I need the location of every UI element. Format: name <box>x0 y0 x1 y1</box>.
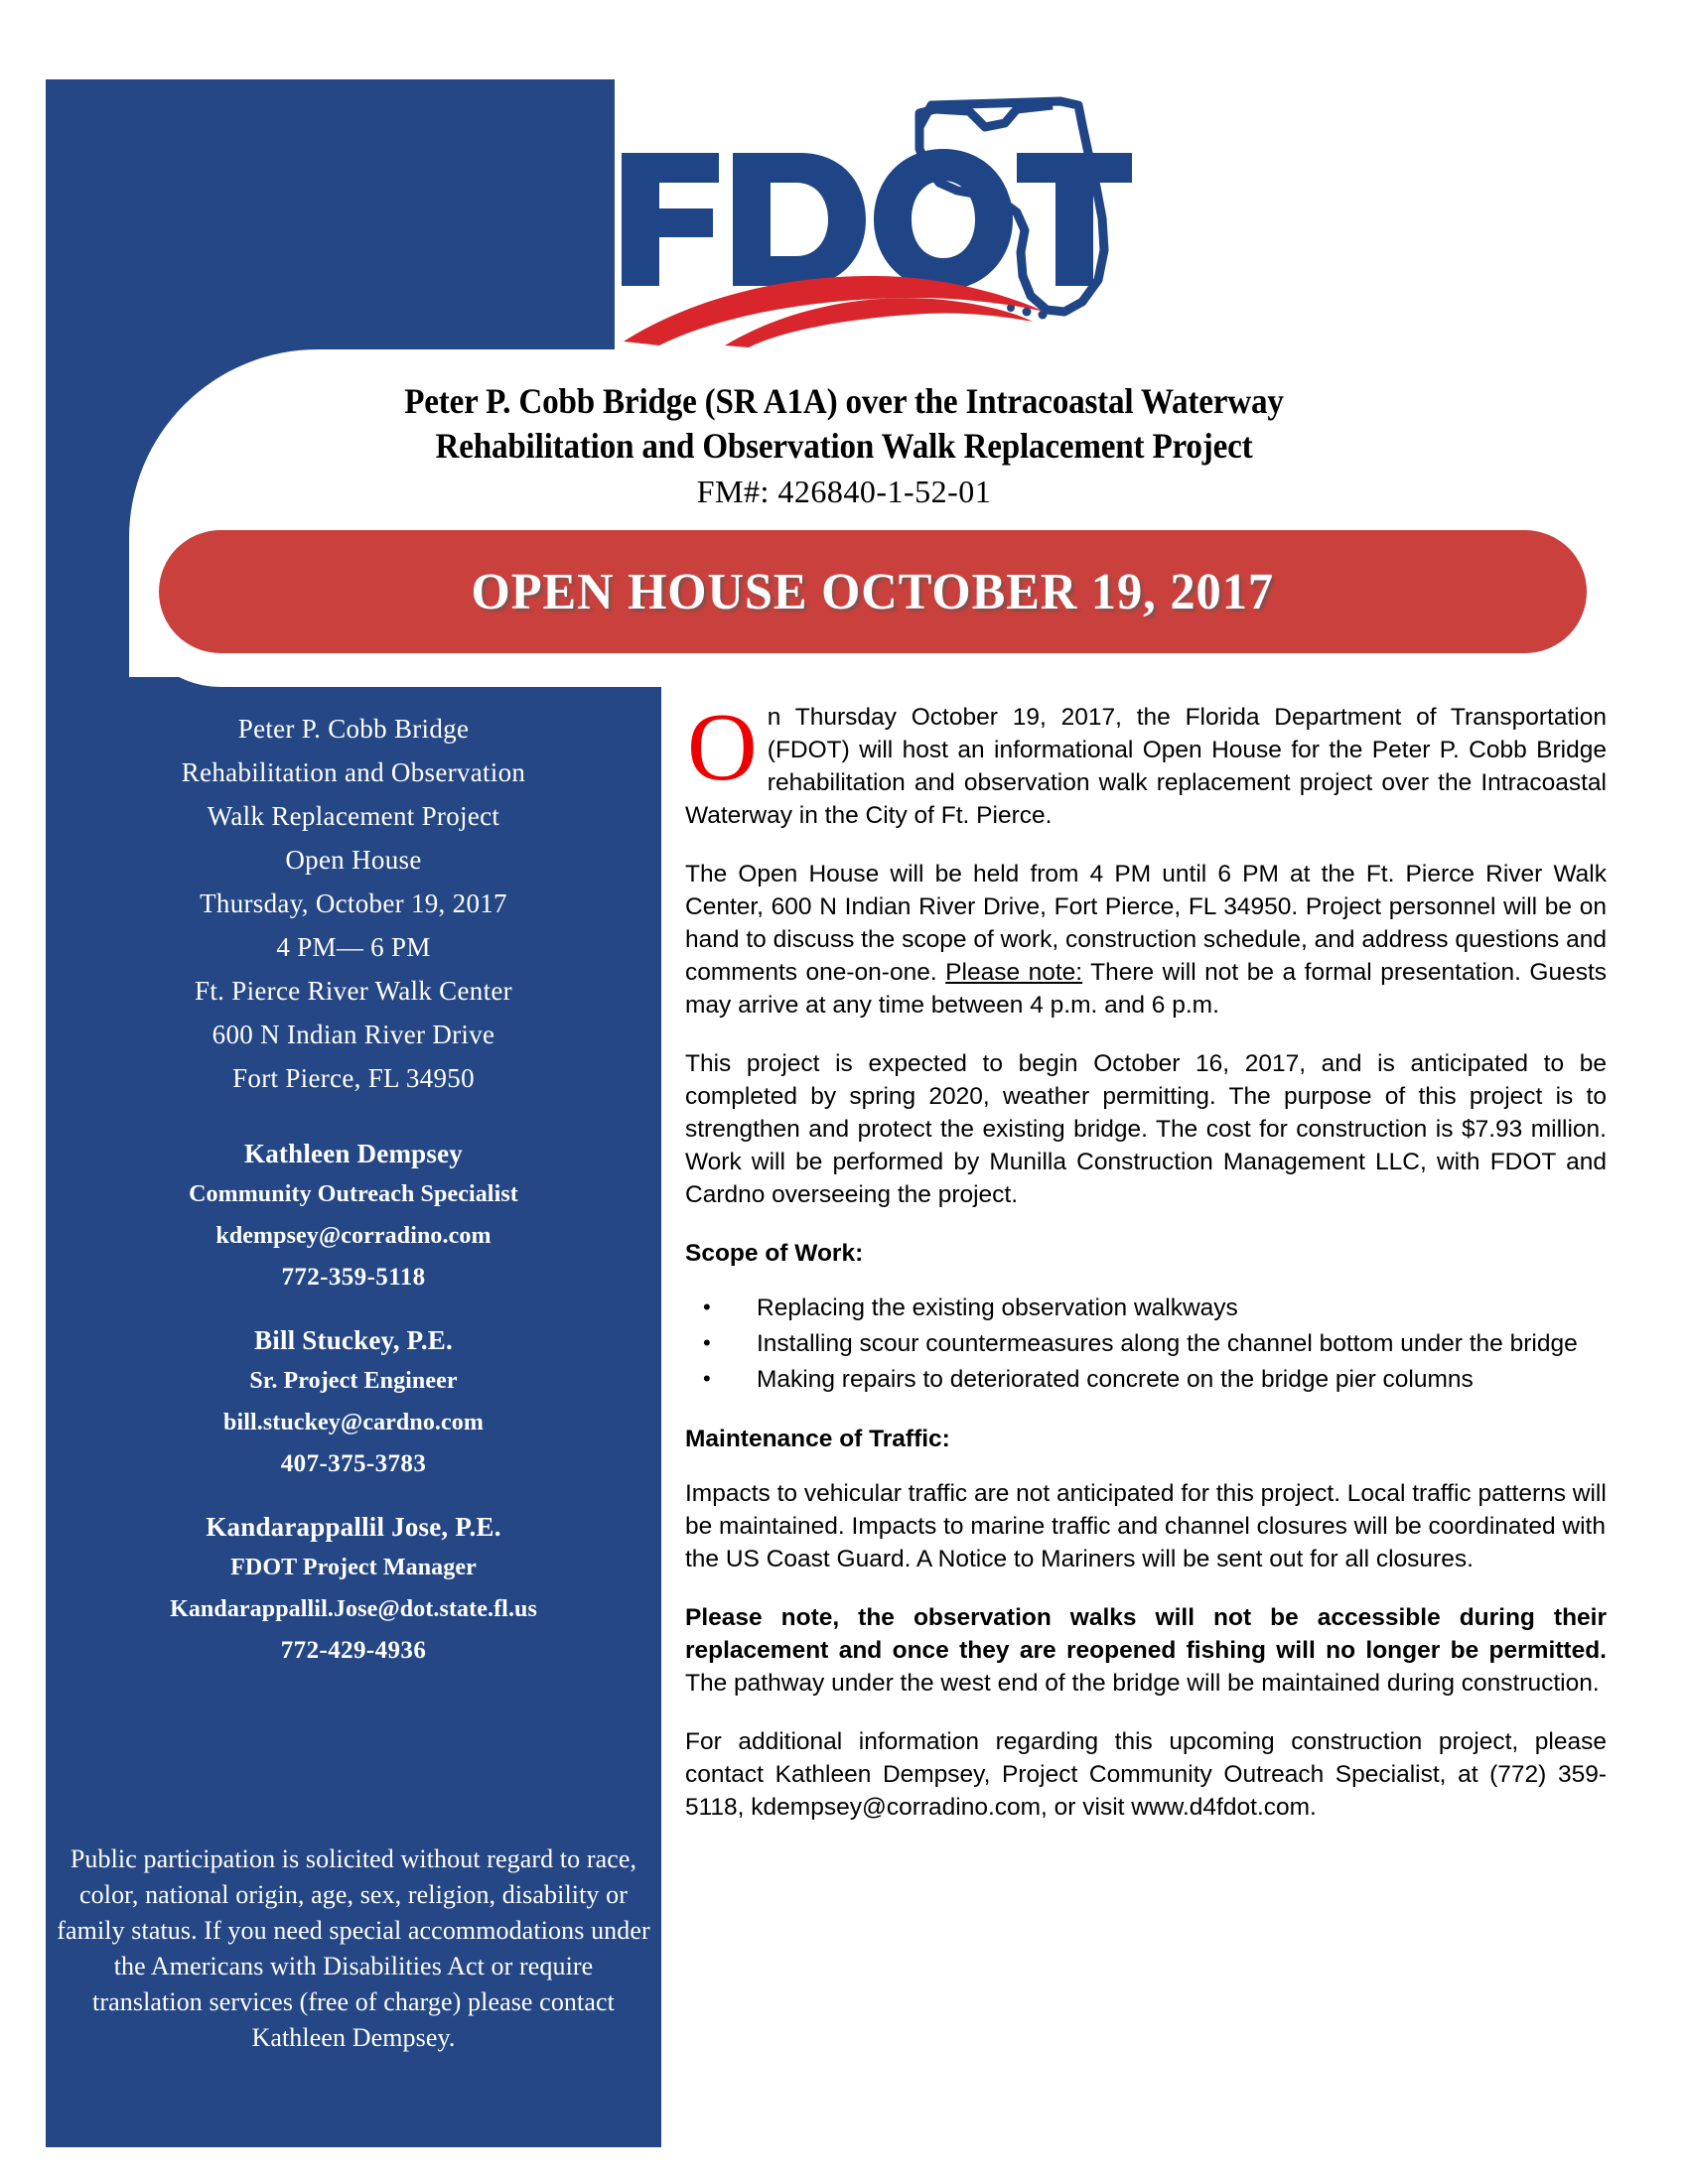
contact-card <box>56 1507 651 1672</box>
event-line: Peter P. Cobb Bridge <box>237 714 470 744</box>
contact-phone[interactable]: 772-359-5118 <box>281 1264 426 1291</box>
please-note-underlined: Please note: <box>945 959 1083 986</box>
event-sidebar <box>56 707 651 1672</box>
spacer <box>56 1298 651 1320</box>
open-house-details-part-b: There will not be a formal presentation. Guests may arrive at any time between 4 p.m. and 6 p.m. <box>685 959 1608 1019</box>
contact-card <box>56 1134 651 1298</box>
road-swoosh-icon <box>624 276 1045 347</box>
list-item: • Replacing the existing observation walkways <box>685 1292 1607 1325</box>
contact-email[interactable]: Kandarappallil.Jose@dot.state.fl.us <box>170 1596 537 1622</box>
title-line-1: Peter P. Cobb Bridge (SR A1A) over the Intracoastal Waterway <box>404 381 1284 421</box>
open-house-banner <box>159 530 1587 653</box>
event-line: Open House <box>285 845 422 875</box>
fm-number: FM#: 426840-1-52-01 <box>696 474 992 509</box>
intro-paragraph-text: n Thursday October 19, 2017, the Florida Department of Transportation (FDOT) will host an informational Open House for the Peter P. Cobb Bridge rehabilitation and observation walk replacement project over the Intracoastal Waterway in the City of Ft. Pierce. <box>685 704 1607 829</box>
event-details <box>56 707 651 1100</box>
event-line: 4 PM— 6 PM <box>276 932 431 962</box>
additional-information-paragraph: For additional information regarding this upcoming construction project, please contact Kathleen Dempsey, Project Community Outreach Specialist, at (772) 359-5118, kdempsey@corradino.com, or visit www.d4fdot.com. <box>685 1728 1607 1821</box>
observation-walk-note-bold: Please note, the observation walks will not be accessible during their replacement and once they are reopened fishing will no longer be permitted. <box>685 1604 1607 1664</box>
spacer <box>56 1100 651 1134</box>
observation-walk-note-rest: The pathway under the west end of the bridge will be maintained during construction. <box>685 1670 1600 1697</box>
event-line: 600 N Indian River Drive <box>211 1020 495 1049</box>
event-line: Ft. Pierce River Walk Center <box>195 976 512 1006</box>
event-line: Walk Replacement Project <box>207 801 500 831</box>
title-line-2: Rehabilitation and Observation Walk Replacement Project <box>435 426 1253 466</box>
intro-paragraph <box>685 694 1607 832</box>
fdot-logo <box>616 91 1132 349</box>
contact-name: Kandarappallil Jose, P.E. <box>206 1512 501 1542</box>
maintenance-of-traffic-paragraph: Impacts to vehicular traffic are not anticipated for this project. Local traffic patterns will be maintained. Impacts to marine traffic and channel closures will be coordinated with the US Coast Guard. A Notice to Mariners will be sent out for all closures. <box>685 1480 1607 1572</box>
contact-role: Community Outreach Specialist <box>189 1181 518 1207</box>
fdot-wordmark <box>622 149 1132 290</box>
event-line: Rehabilitation and Observation <box>181 757 526 787</box>
open-house-banner-text: OPEN HOUSE OCTOBER 19, 2017 <box>471 563 1275 620</box>
contact-email[interactable]: kdempsey@corradino.com <box>215 1223 492 1249</box>
contact-phone[interactable]: 772-429-4936 <box>280 1637 427 1664</box>
list-item: • Making repairs to deteriorated concrete on the bridge pier columns <box>685 1363 1607 1397</box>
project-title-block <box>149 379 1539 512</box>
contact-name: Kathleen Dempsey <box>244 1139 463 1168</box>
spacer <box>56 1485 651 1507</box>
event-line: Thursday, October 19, 2017 <box>200 888 507 918</box>
main-content <box>685 694 1608 1849</box>
contact-role: FDOT Project Manager <box>230 1555 477 1580</box>
observation-walk-note-paragraph <box>685 1601 1607 1700</box>
project-schedule-paragraph: This project is expected to begin October 16, 2017, and is anticipated to be completed by spring 2020, weather permitting. The purpose of this project is to strengthen and protect the existing bridge. The cost for construction is $7.93 million. Work will be performed by Munilla Construction Management LLC, with FDOT and Cardno overseeing the project. <box>685 1050 1607 1208</box>
contact-card <box>56 1320 651 1485</box>
contact-name: Bill Stuckey, P.E. <box>254 1325 453 1355</box>
contact-phone[interactable]: 407-375-3783 <box>280 1450 427 1477</box>
event-line: Fort Pierce, FL 34950 <box>232 1063 475 1093</box>
contact-role: Sr. Project Engineer <box>249 1368 458 1394</box>
scope-of-work-heading: Scope of Work: <box>685 1240 864 1267</box>
list-item: • Installing scour countermeasures along the channel bottom under the bridge <box>685 1327 1607 1361</box>
drop-cap-letter: O <box>687 694 758 801</box>
public-participation-disclaimer: Public participation is solicited without regard to race, color, national origin, age, sex, religion, disability or family status. If you need special accommodations under the Americans with Disabilities Act or require translation services (free of charge) please contact Kathleen Dempsey. <box>57 1844 650 2052</box>
open-house-details-paragraph <box>685 858 1607 1022</box>
contact-email[interactable]: bill.stuckey@cardno.com <box>223 1410 484 1435</box>
maintenance-of-traffic-heading: Maintenance of Traffic: <box>685 1426 950 1452</box>
open-house-details-part-a: The Open House will be held from 4 PM until 6 PM at the Ft. Pierce River Walk Center, 600 N Indian River Drive, Fort Pierce, FL 34950. Project personnel will be on hand to discuss the scope of work, construction schedule, and address questions and comments one-on-one. <box>685 861 1607 986</box>
scope-of-work-list <box>685 1292 1607 1397</box>
